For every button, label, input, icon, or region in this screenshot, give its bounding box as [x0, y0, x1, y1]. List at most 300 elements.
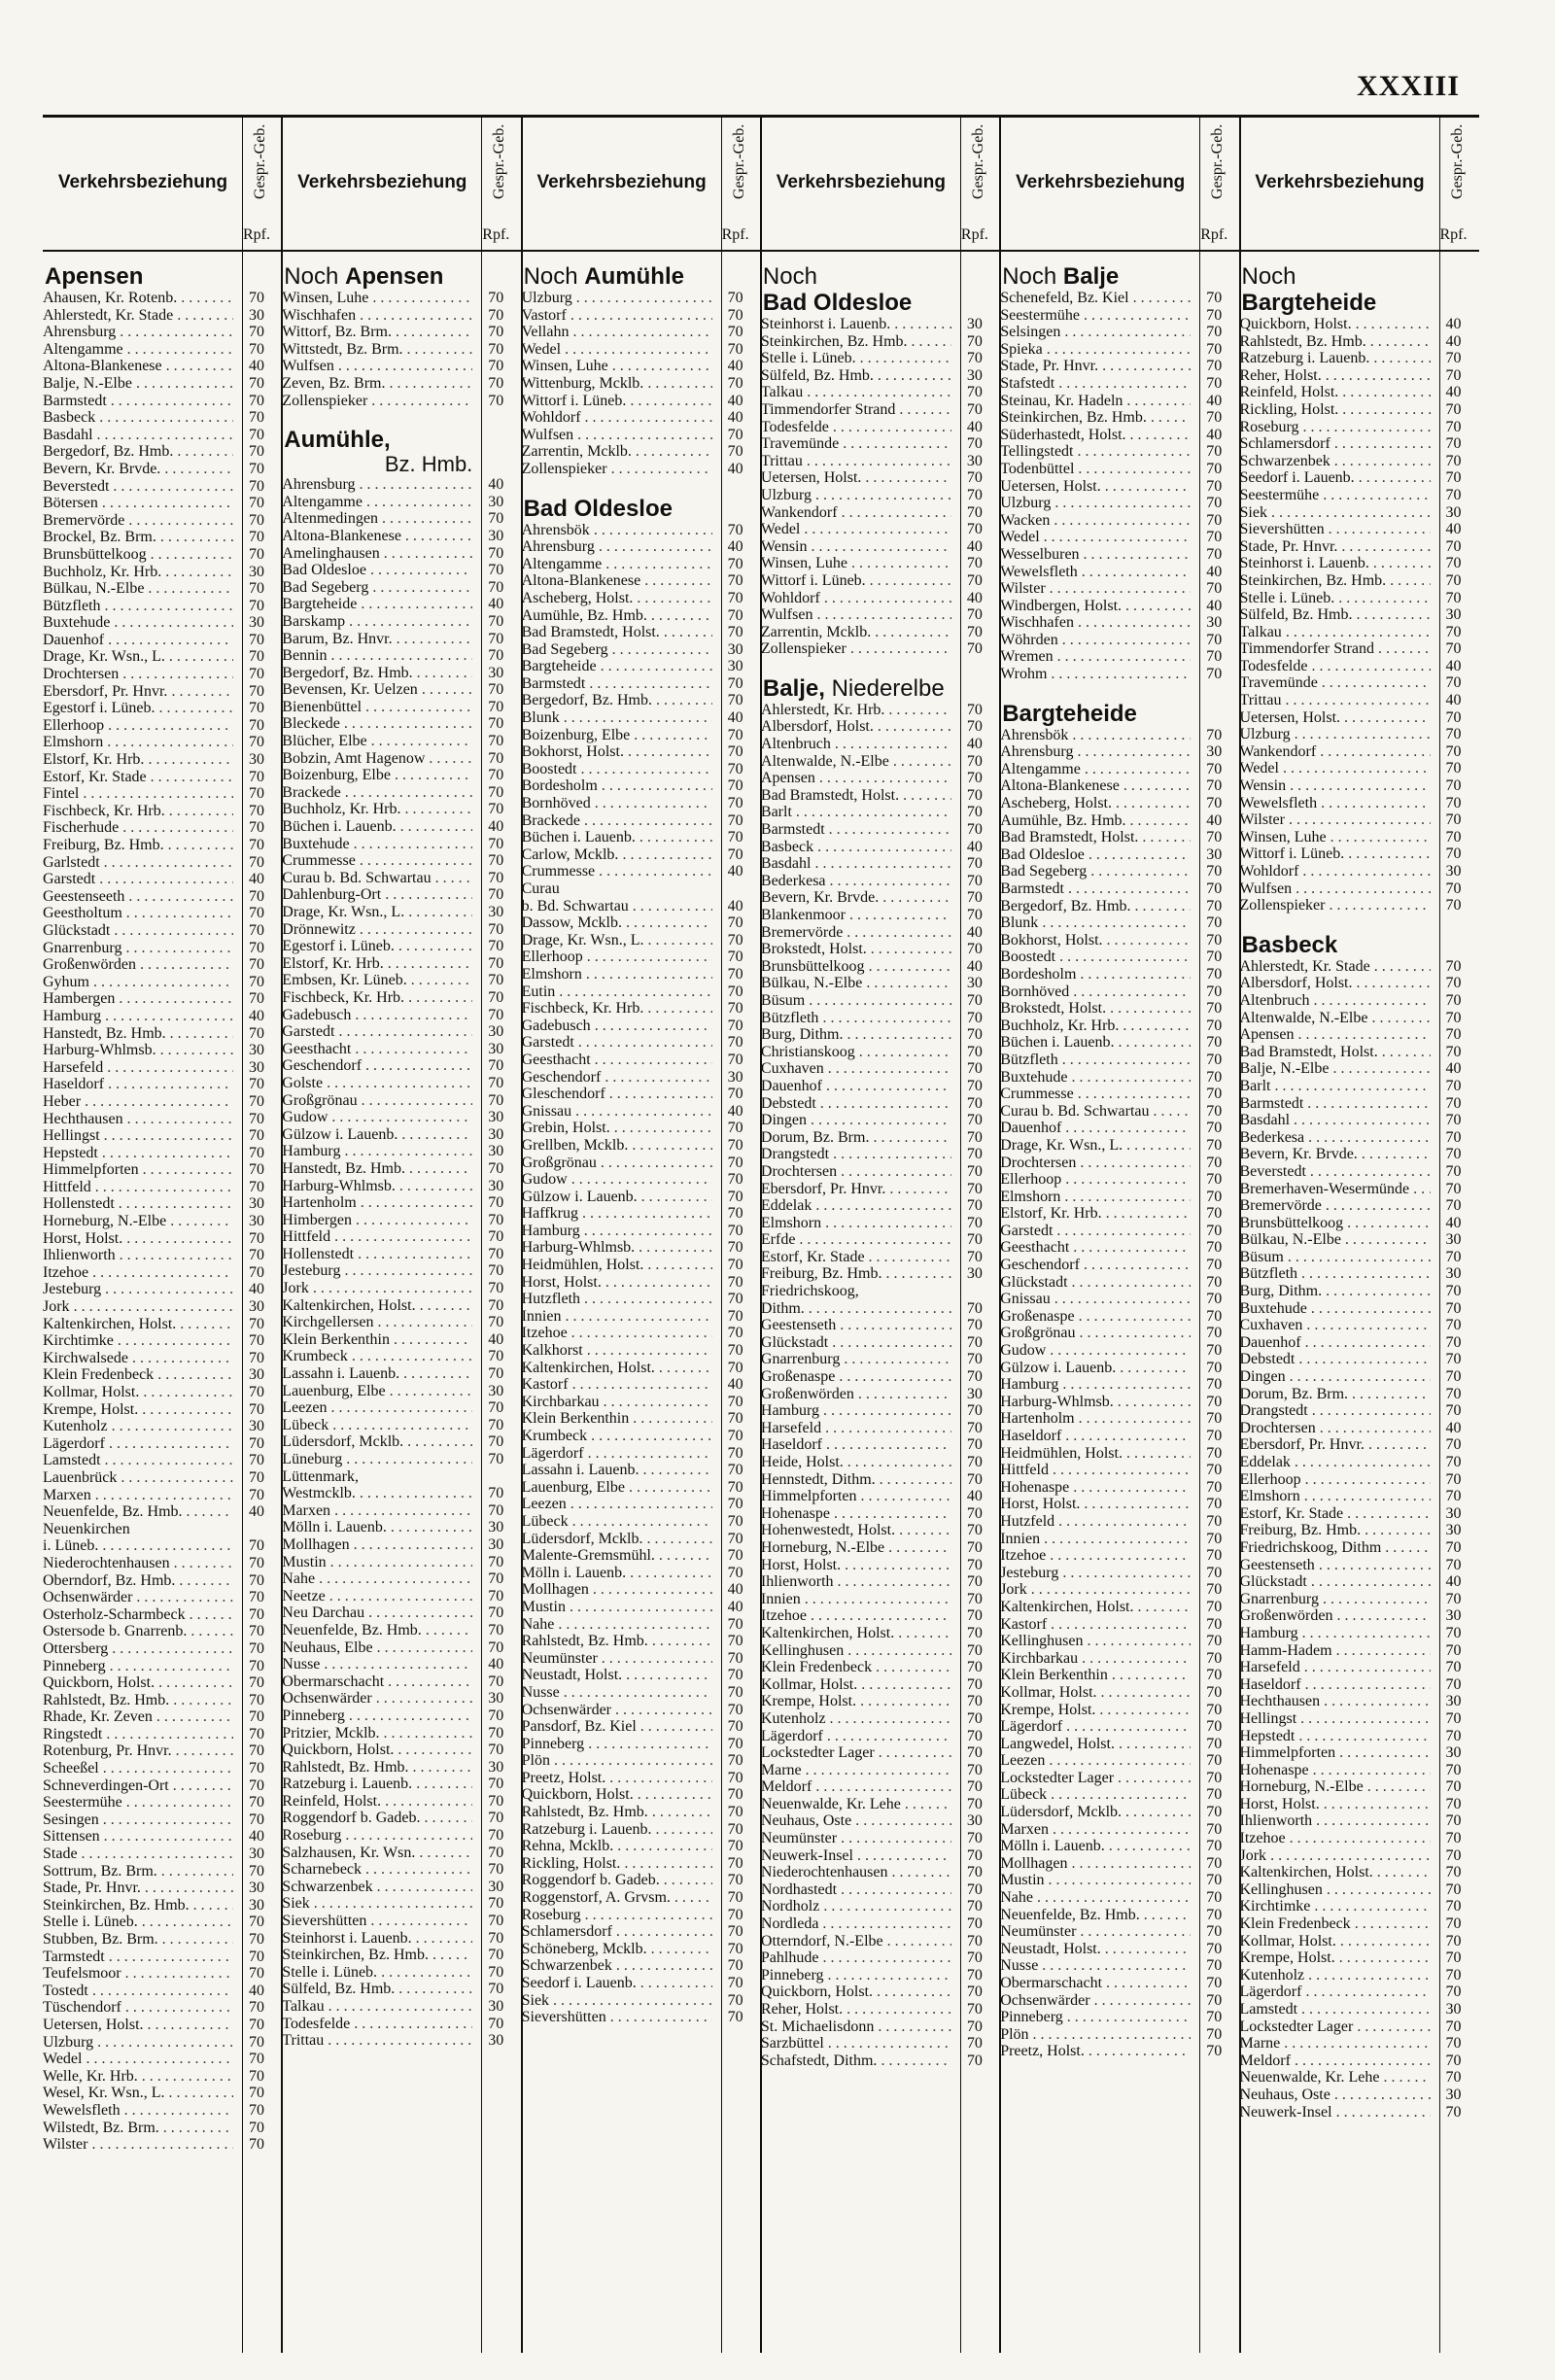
list-item — [522, 1445, 761, 1463]
call-fee: 40 — [727, 1581, 743, 1599]
place-name: Wulfsen . . . — [522, 427, 712, 444]
list-item — [282, 972, 521, 989]
list-item — [761, 924, 1000, 942]
place-name: Krumbeck . . . — [522, 1428, 712, 1445]
call-fee: 70 — [488, 340, 504, 358]
call-fee: 70 — [727, 1735, 743, 1752]
place-name: Vellahn . . . — [522, 324, 712, 341]
list-item — [1000, 1018, 1239, 1035]
place-name: Lübeck . . . — [1000, 1786, 1191, 1804]
list-item — [282, 1725, 521, 1742]
list-item — [761, 1334, 1000, 1352]
call-fee: 70 — [966, 1231, 983, 1249]
list-item — [1000, 795, 1239, 812]
place-name: Basdahl . . . — [43, 427, 233, 444]
call-fee: 30 — [249, 1298, 264, 1316]
call-fee: 70 — [727, 426, 743, 443]
place-name: Boostedt . . . — [522, 761, 712, 778]
place-name: Garstedt . . . — [282, 1023, 472, 1041]
call-fee: 30 — [249, 563, 264, 580]
call-fee: 70 — [1206, 1188, 1223, 1205]
call-fee: 70 — [488, 1365, 504, 1383]
call-fee: 70 — [249, 973, 264, 990]
list-item — [1240, 1454, 1479, 1471]
call-fee: 70 — [488, 2015, 504, 2032]
list-item — [1240, 1488, 1479, 1505]
list-item — [1000, 1975, 1239, 1992]
call-fee: 70 — [249, 1144, 264, 1161]
list-item — [761, 787, 1000, 805]
place-name: Lübeck . . . — [282, 1417, 472, 1434]
place-name: Mölln i. Lauenb. . . . — [1000, 1838, 1191, 1855]
list-item — [1240, 1368, 1479, 1386]
list-item — [522, 1513, 761, 1531]
call-fee: 70 — [727, 1564, 743, 1581]
place-name: Bederkesa . . . — [761, 873, 951, 890]
list-item — [282, 1160, 521, 1178]
list-item — [282, 1947, 521, 1964]
list-item — [522, 1462, 761, 1479]
place-name: Bad Segeberg . . . — [522, 641, 712, 659]
list-item — [522, 1581, 761, 1599]
list-item — [761, 702, 1000, 719]
list-item — [282, 818, 521, 836]
list-item — [282, 1690, 521, 1707]
call-fee: 70 — [1206, 1462, 1223, 1479]
list-item — [1240, 1420, 1479, 1437]
call-fee: 70 — [249, 1914, 264, 1931]
call-fee: 70 — [727, 1991, 743, 2009]
list-item — [761, 1420, 1000, 1437]
section — [43, 263, 282, 2154]
place-name: Albersdorf, Holst. . . . — [761, 718, 951, 736]
call-fee: 40 — [1445, 521, 1462, 538]
call-fee: 70 — [488, 578, 504, 596]
call-fee: 70 — [966, 503, 983, 521]
list-item — [1240, 975, 1479, 992]
list-item — [1000, 290, 1239, 307]
place-name: Wrohm . . . — [1000, 666, 1191, 683]
call-fee: 70 — [966, 2035, 983, 2052]
call-fee: 70 — [727, 1496, 743, 1513]
place-name: Schwarzenbek . . . — [1240, 453, 1431, 470]
list-item — [522, 1291, 761, 1308]
call-fee: 30 — [488, 1109, 504, 1126]
place-name: Crummesse . . . — [1000, 1086, 1191, 1103]
place-name: St. Michaelisdonn . . . — [761, 2018, 951, 2036]
list-item — [522, 1907, 761, 1924]
place-name: Gnarrenburg . . . — [43, 940, 233, 957]
place-name: Mustin . . . — [1000, 1872, 1191, 1889]
call-fee: 70 — [1206, 1957, 1223, 1975]
list-item — [43, 734, 282, 751]
place-name: Wittorf i. Lüneb. . . . — [1240, 845, 1431, 863]
call-fee: 40 — [1445, 1573, 1462, 1591]
call-fee: 70 — [1445, 1248, 1462, 1265]
place-name: Hamburg . . . — [43, 1008, 233, 1025]
place-name: Elmshorn . . . — [761, 1215, 951, 1232]
list-item — [1240, 2069, 1479, 2087]
list-item — [1000, 949, 1239, 966]
list-item — [522, 795, 761, 812]
call-fee: 70 — [488, 767, 504, 784]
place-name: Elmshorn . . . — [522, 966, 712, 983]
place-name: Ahlerstedt, Kr. Stade . . . — [1240, 958, 1431, 976]
place-name: Sarzbüttel . . . — [761, 2035, 951, 2052]
place-name: Hohenaspe . . . — [1000, 1479, 1191, 1497]
call-fee: 70 — [1206, 1615, 1223, 1633]
list-item — [1240, 487, 1479, 504]
call-fee: 70 — [1206, 1786, 1223, 1804]
list-item — [522, 1189, 761, 1206]
place-name: Apensen . . . — [1240, 1026, 1431, 1044]
call-fee: 30 — [488, 1535, 504, 1553]
call-fee: 70 — [1445, 1641, 1462, 1659]
place-name: Bad Bramstedt, Holst. . . . — [761, 787, 951, 805]
column-2 — [282, 118, 521, 2353]
list-item — [1000, 1342, 1239, 1360]
call-fee: 70 — [966, 1795, 983, 1812]
call-fee: 70 — [249, 2085, 264, 2102]
list-item — [522, 1650, 761, 1668]
place-name: Albersdorf, Holst. . . . — [1240, 975, 1431, 992]
list-item — [43, 940, 282, 957]
list-item — [1240, 1949, 1479, 1967]
place-name: Krempe, Holst. . . . — [1000, 1702, 1191, 1719]
call-fee: 70 — [727, 1667, 743, 1684]
place-name: Talkau . . . — [282, 1998, 472, 2016]
list-item — [282, 631, 521, 648]
list-item — [43, 871, 282, 888]
place-name: Neuhaus, Oste . . . — [761, 1812, 951, 1830]
place-name: Brunsbüttelkoog . . . — [43, 546, 233, 564]
list-item — [1000, 1855, 1239, 1873]
list-item — [761, 1778, 1000, 1796]
list-item — [43, 1350, 282, 1367]
list-item — [1000, 1770, 1239, 1787]
list-item — [43, 393, 282, 410]
call-fee: 70 — [966, 606, 983, 624]
place-name: Reher, Holst. . . . — [1240, 367, 1431, 385]
call-fee: 70 — [1445, 1488, 1462, 1505]
call-fee: 40 — [1445, 1214, 1462, 1231]
place-name: Stelle i. Lüneb. . . . — [761, 350, 951, 367]
call-fee: 70 — [1206, 1512, 1223, 1530]
list-item — [1000, 324, 1239, 341]
place-name: Heber . . . — [43, 1093, 233, 1111]
call-fee: 70 — [249, 1161, 264, 1179]
list-item — [761, 1847, 1000, 1865]
call-fee: 70 — [488, 306, 504, 324]
call-fee: 70 — [1206, 1923, 1223, 1941]
call-fee: 70 — [1206, 545, 1223, 563]
call-fee: 70 — [966, 1248, 983, 1265]
place-name: Ratzeburg i. Lauenb. . . . — [522, 1821, 712, 1839]
call-fee: 30 — [488, 1143, 504, 1160]
call-fee: 70 — [966, 1214, 983, 1231]
list-item — [522, 358, 761, 375]
place-name: Hanstedt, Bz. Hmb. . . . — [282, 1160, 472, 1178]
list-item — [1000, 1633, 1239, 1650]
call-fee: 70 — [249, 1554, 264, 1571]
call-fee: 30 — [488, 1758, 504, 1776]
place-name: Leezen . . . — [282, 1399, 472, 1417]
place-name: Gnarrenburg . . . — [761, 1351, 951, 1368]
list-item — [43, 1111, 282, 1128]
call-fee: 70 — [249, 1434, 264, 1452]
list-item — [522, 538, 761, 556]
place-name: Bevern, Kr. Brvde. . . . — [761, 889, 951, 907]
call-fee: 70 — [1206, 1769, 1223, 1786]
list-item — [43, 529, 282, 546]
place-name: Ahlerstedt, Kr. Hrb. . . . — [761, 702, 951, 719]
call-fee: 70 — [966, 855, 983, 873]
place-name: Wittenburg, Mcklb. . . . — [522, 375, 712, 393]
place-name: Stelle i. Lüneb. . . . — [1240, 590, 1431, 607]
place-name: Kollmar, Holst. . . . — [1240, 1933, 1431, 1950]
list-item — [522, 1872, 761, 1889]
list-item — [761, 367, 1000, 385]
call-fee: 70 — [488, 647, 504, 665]
column-divider — [999, 118, 1001, 2353]
call-fee: 30 — [488, 904, 504, 920]
list-item — [282, 341, 521, 359]
list-item — [1240, 1112, 1479, 1129]
call-fee: 30 — [966, 1265, 983, 1283]
list-item — [522, 777, 761, 795]
call-fee: 70 — [966, 400, 983, 418]
fee-header: Gespr.-Geb. — [1209, 123, 1227, 199]
list-item — [43, 1777, 282, 1795]
fee-header: Gespr.-Geb. — [252, 123, 268, 199]
call-fee: 70 — [249, 1760, 264, 1777]
place-name: Jesteburg . . . — [43, 1281, 233, 1298]
list-item — [522, 658, 761, 675]
list-item — [43, 1572, 282, 1590]
place-name: Basbeck . . . — [761, 839, 951, 856]
call-fee: 70 — [966, 1590, 983, 1607]
place-name: Bülkau, N.-Elbe . . . — [43, 580, 233, 598]
place-name: Bötersen . . . — [43, 495, 233, 512]
place-name: Grellben, Mcklb. . . . — [522, 1137, 712, 1155]
list-item — [43, 1658, 282, 1675]
list-item — [522, 1428, 761, 1445]
call-fee: 30 — [1445, 503, 1462, 521]
list-item — [1000, 966, 1239, 983]
place-name: Estorf, Kr. Stade . . . — [761, 1249, 951, 1266]
call-fee: 70 — [966, 1026, 983, 1044]
list-item — [282, 699, 521, 716]
place-name: Bergedorf, Bz. Hmb. . . . — [282, 665, 472, 682]
call-fee: 70 — [1445, 1830, 1462, 1847]
call-fee: 70 — [249, 1639, 264, 1657]
list-item — [522, 1718, 761, 1736]
fee-unit: Rpf. — [1200, 226, 1228, 243]
call-fee: 70 — [488, 1587, 504, 1604]
call-fee: 30 — [249, 614, 264, 632]
call-fee: 70 — [488, 1399, 504, 1417]
list-item — [761, 1864, 1000, 1881]
place-name: Bokhorst, Holst. . . . — [522, 743, 712, 761]
place-name: Winsen, Luhe . . . — [761, 555, 951, 572]
place-name: Neuenkirchen — [43, 1520, 130, 1537]
place-name: Kirchbarkau . . . — [522, 1394, 712, 1411]
call-fee: 70 — [1206, 1342, 1223, 1360]
call-fee: 70 — [966, 521, 983, 538]
call-fee: 70 — [1445, 1932, 1462, 1949]
place-name: Rahlstedt, Bz. Hmb. . . . — [522, 1633, 712, 1650]
call-fee: 70 — [966, 486, 983, 503]
place-name: Gadebusch . . . — [282, 1007, 472, 1024]
call-fee: 70 — [1445, 1898, 1462, 1915]
place-name: Harsefeld . . . — [761, 1420, 951, 1437]
list-item — [43, 1366, 282, 1384]
place-name: Boostedt . . . — [1000, 949, 1191, 966]
list-item — [1000, 932, 1239, 949]
call-fee: 70 — [488, 801, 504, 818]
call-fee: 70 — [249, 290, 264, 306]
section-title: Noch — [1241, 263, 1296, 290]
call-fee: 70 — [488, 1776, 504, 1793]
place-name: Westmcklb. . . . — [282, 1485, 472, 1502]
list-item — [522, 1239, 761, 1257]
list-item — [1240, 1522, 1479, 1539]
call-fee: 70 — [727, 2009, 743, 2026]
list-item — [43, 854, 282, 872]
list-item — [43, 1760, 282, 1777]
list-item — [282, 1570, 521, 1588]
list-item — [1000, 427, 1239, 444]
place-name: Apensen . . . — [761, 770, 951, 787]
call-fee: 70 — [249, 1811, 264, 1828]
list-item — [1000, 2009, 1239, 2026]
list-item — [761, 1317, 1000, 1334]
section — [282, 263, 521, 409]
list-item — [1000, 1838, 1239, 1855]
call-fee: 70 — [727, 1718, 743, 1736]
call-fee: 70 — [249, 1965, 264, 1983]
list-item — [43, 1195, 282, 1213]
call-fee: 70 — [1206, 340, 1223, 358]
place-name: Gülzow i. Lauenb. . . . — [522, 1189, 712, 1206]
list-item — [43, 564, 282, 581]
list-item — [43, 1264, 282, 1282]
page-number: XXXIII — [1356, 70, 1460, 102]
call-fee: 70 — [1206, 1410, 1223, 1428]
place-name: Ahausen, Kr. Rotenb. . . . — [43, 290, 233, 307]
place-name: Schneverdingen-Ort . . . — [43, 1777, 233, 1795]
call-fee: 70 — [1206, 648, 1223, 666]
call-fee: 70 — [966, 1744, 983, 1762]
call-fee: 30 — [966, 316, 983, 332]
list-item — [282, 1930, 521, 1948]
call-fee: 70 — [249, 340, 264, 358]
list-item — [761, 1557, 1000, 1574]
place-name: Plön . . . — [1000, 2026, 1191, 2044]
list-item — [522, 624, 761, 641]
call-fee: 70 — [966, 1880, 983, 1898]
call-fee: 70 — [966, 1009, 983, 1026]
call-fee: 70 — [249, 529, 264, 546]
place-name: Gudow . . . — [282, 1109, 472, 1126]
call-fee: 30 — [966, 452, 983, 469]
list-item — [761, 770, 1000, 787]
call-fee: 70 — [488, 698, 504, 715]
list-item — [522, 1274, 761, 1292]
place-name: Jesteburg . . . — [282, 1262, 472, 1280]
place-name: Hutzfeld . . . — [1000, 1513, 1191, 1531]
list-item — [761, 1436, 1000, 1454]
call-fee: 70 — [1206, 409, 1223, 427]
place-name: Bordesholm . . . — [522, 777, 712, 795]
place-name: Stade, Pr. Hnvr. . . . — [1240, 538, 1431, 556]
place-name: Himmelpforten . . . — [1240, 1744, 1431, 1762]
place-name: Wittorf, Bz. Brm. . . . — [282, 324, 472, 341]
place-name: Neuhaus, Elbe . . . — [282, 1639, 472, 1657]
call-fee: 70 — [249, 409, 264, 427]
call-fee: 70 — [727, 692, 743, 709]
call-fee: 70 — [966, 1060, 983, 1078]
list-item — [43, 1537, 282, 1555]
call-fee: 70 — [966, 821, 983, 839]
call-fee: 70 — [727, 811, 743, 829]
list-item — [1240, 1983, 1479, 2001]
list-item — [522, 375, 761, 393]
list-item — [1240, 367, 1479, 385]
place-name: Ebersdorf, Pr. Hnvr. . . . — [1240, 1436, 1431, 1454]
call-fee: 70 — [1206, 1273, 1223, 1291]
place-name: Ahrensbök . . . — [1000, 727, 1191, 744]
call-fee: 70 — [1206, 1718, 1223, 1736]
list-item — [1240, 811, 1479, 829]
place-name: Bülkau, N.-Elbe . . . — [1240, 1231, 1431, 1249]
list-item — [761, 1026, 1000, 1044]
list-item — [522, 1855, 761, 1873]
place-name: Altengamme . . . — [1000, 761, 1191, 778]
call-fee: 40 — [1445, 384, 1462, 401]
call-fee: 70 — [966, 435, 983, 453]
list-item — [522, 1069, 761, 1087]
place-name: Hamburg . . . — [282, 1143, 472, 1160]
place-name: Krempe, Holst. . . . — [43, 1401, 233, 1419]
list-item — [761, 1830, 1000, 1847]
place-name: Harburg-Whlmsb. . . . — [43, 1042, 233, 1059]
place-name: Hohenaspe . . . — [1240, 1762, 1431, 1779]
place-name: Großenwörden . . . — [1240, 1607, 1431, 1625]
place-name: Geesthacht . . . — [282, 1041, 472, 1058]
list-item — [522, 1137, 761, 1155]
place-name: Kollmar, Holst. . . . — [761, 1676, 951, 1694]
place-name: Steinkirchen, Bz. Hmb. . . . — [1240, 572, 1431, 590]
call-fee: 70 — [488, 869, 504, 886]
list-item — [1240, 1830, 1479, 1847]
call-fee: 30 — [488, 493, 504, 510]
place-name: Drangstedt . . . — [1240, 1402, 1431, 1420]
list-item — [282, 307, 521, 325]
section-title: Apensen — [45, 263, 144, 290]
call-fee: 70 — [1206, 1154, 1223, 1171]
call-fee: 40 — [727, 538, 743, 556]
call-fee: 70 — [488, 886, 504, 904]
call-fee: 70 — [966, 1659, 983, 1676]
list-item — [761, 624, 1000, 641]
list-item — [1240, 1933, 1479, 1950]
list-item — [761, 1796, 1000, 1813]
call-fee: 70 — [1206, 1291, 1223, 1308]
list-item — [282, 1383, 521, 1400]
fee-divider — [242, 118, 243, 2353]
list-item — [522, 393, 761, 410]
